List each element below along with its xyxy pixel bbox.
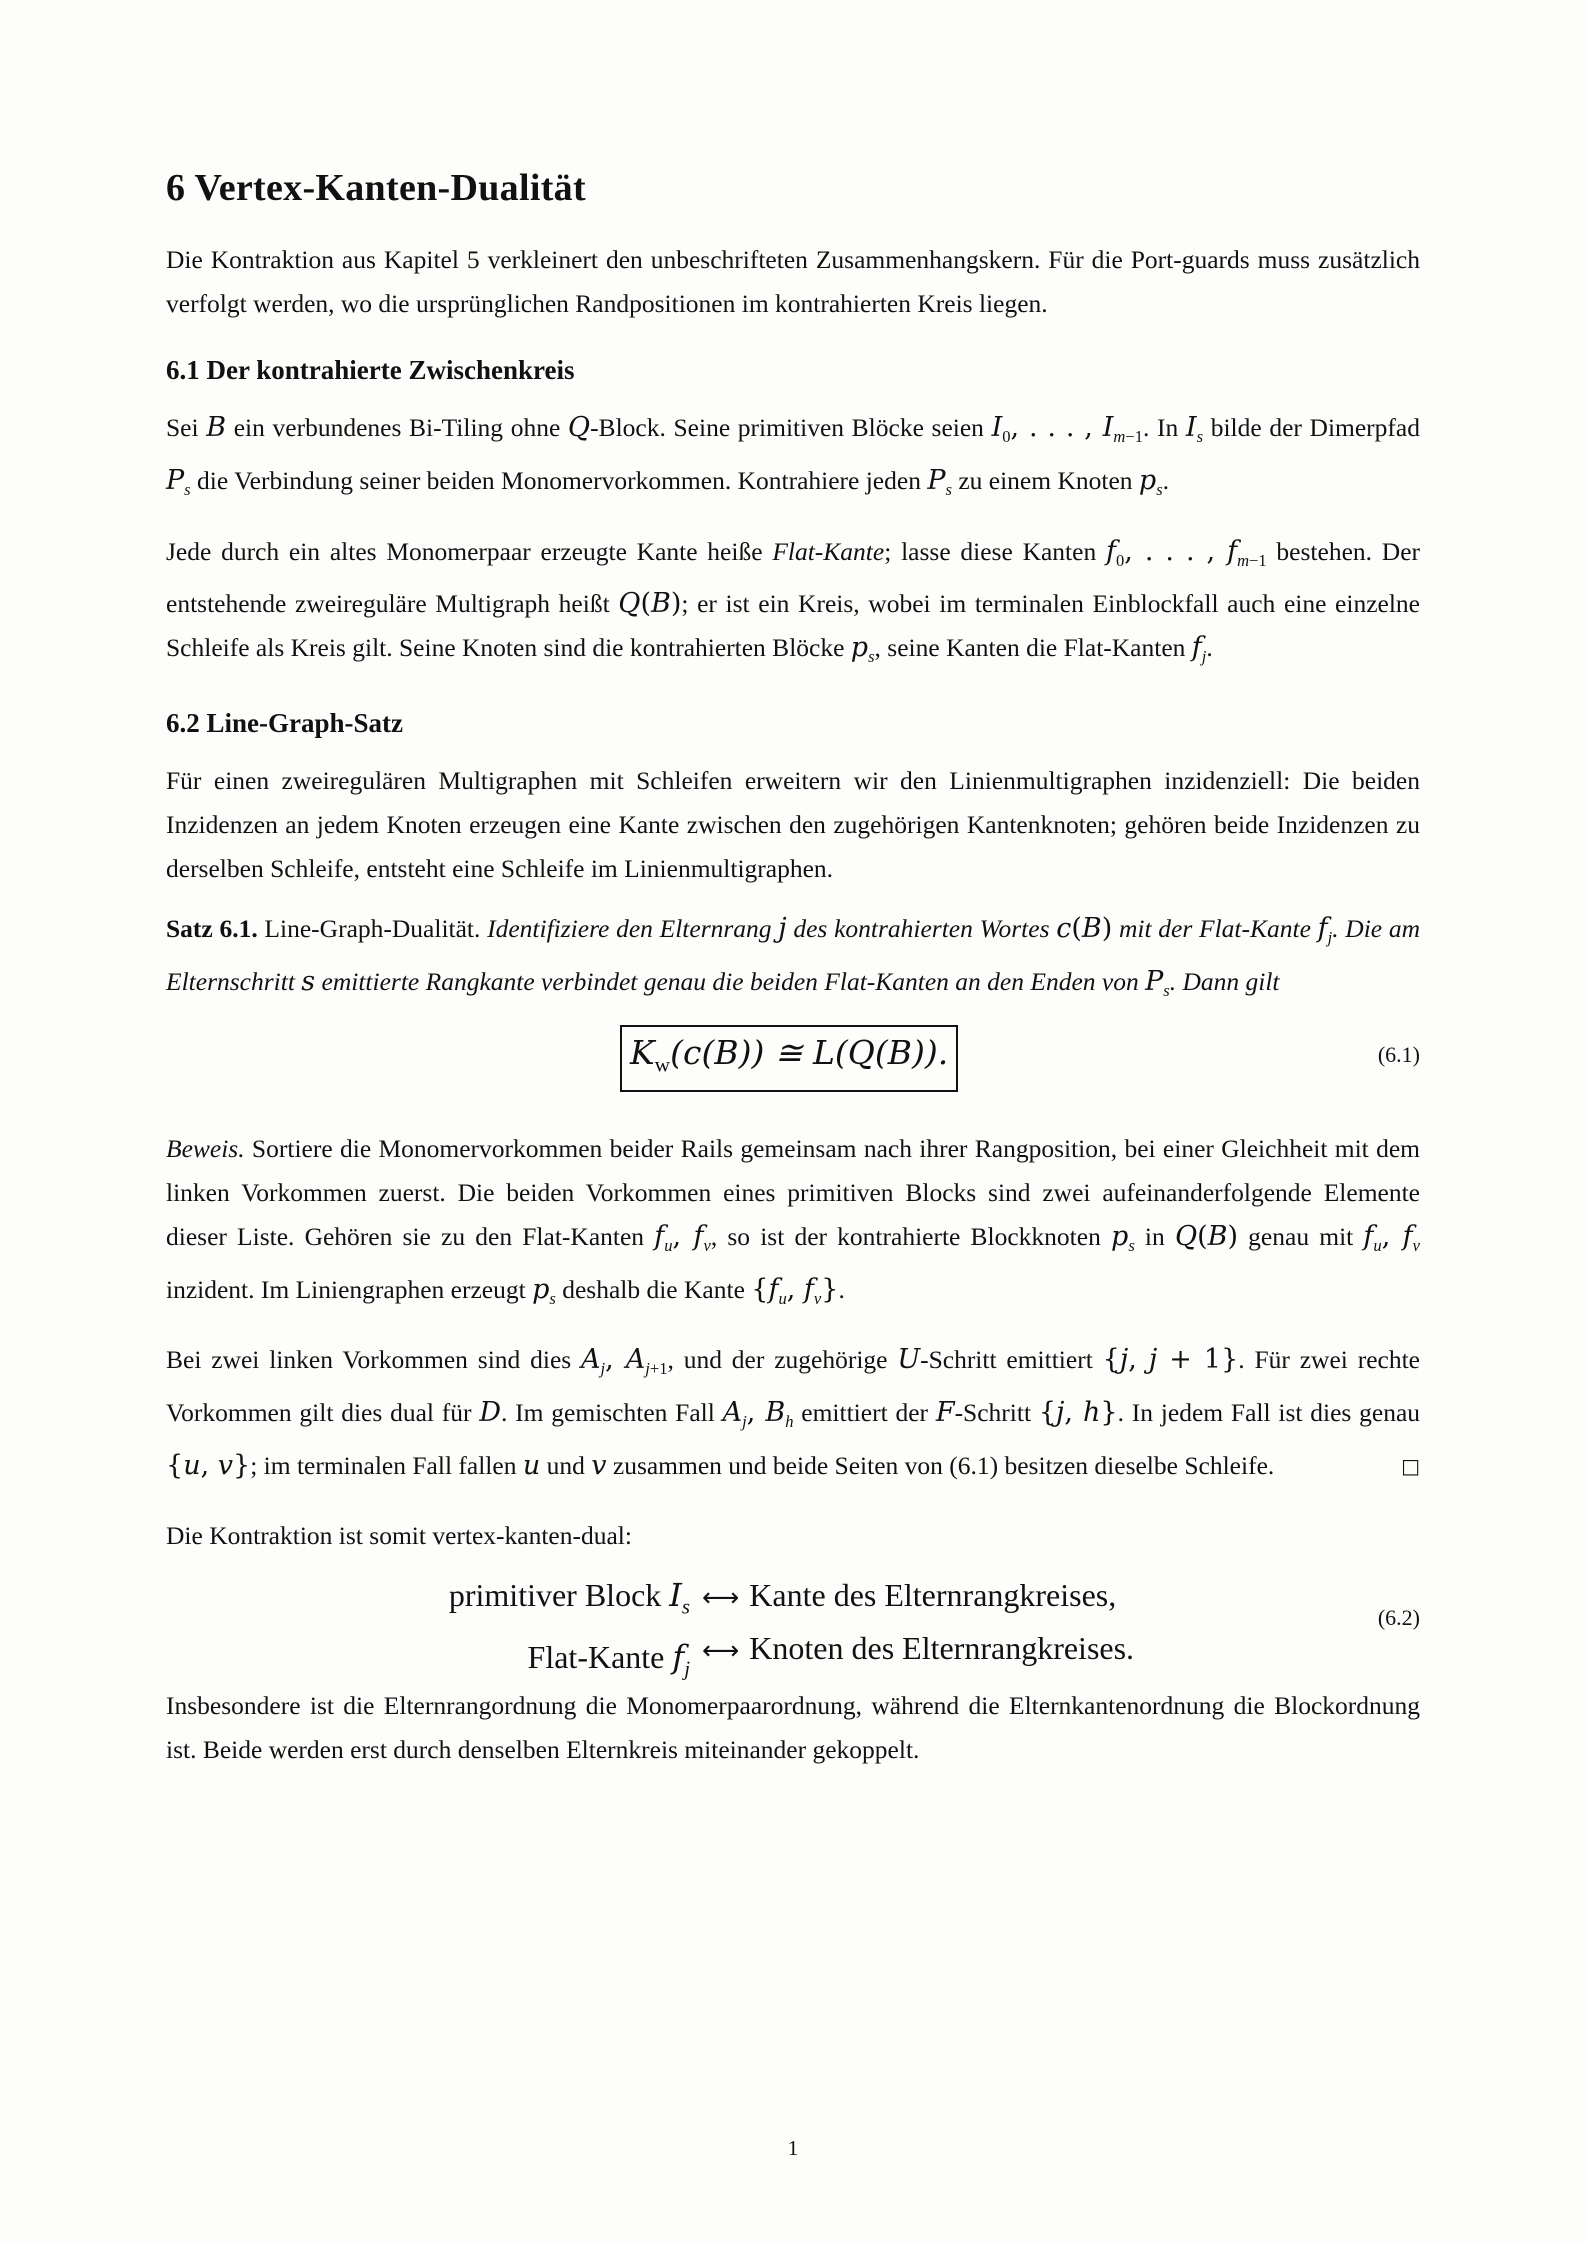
arrow-icon: ⟷ bbox=[702, 1635, 740, 1666]
eq2-row1-right: Kante des Elternrangkreises, bbox=[749, 1576, 1117, 1613]
eq2-row2-left: Flat-Kante $f_j$ bbox=[527, 1638, 690, 1681]
proof-paragraph: Beweis. Sortiere die Monomervorkommen beider Rails gemeinsam nach ihrer Rangposition, bei einer Gleichheit mit dem linken Vorkommen zuerst. Die beiden Vorkommen eines primitiven Blocks sind zwei aufeinanderfolgende Elemente dieser Liste. Gehören sie zu den Flat-Kanten $f_u$, $f_v$, so ist der kontrahierte Blockknoten $p_s$ in Q(B) genau mit $f_u$, $f_v$ inzident. Im Liniengraphen erzeugt $p_s$ deshalb die Kante {$f_u$, $f_v$}. bbox=[166, 1133, 1421, 1308]
theorem-6-1: Satz 6.1. Line-Graph-Dualität. Identifiziere den Elternrang j des kontrahierten Wortes c(B) mit der Flat-Kante $f_j$. Die am Elternschritt s emittierte Rangkante verbindet genau die beiden Flat-Kanten an den Enden von $P_s$. Dann gilt bbox=[166, 913, 1421, 1000]
qed-symbol: □ bbox=[1401, 1453, 1420, 1478]
paragraph-6-1-a: Sei B ein verbundenes Bi-Tiling ohne Q-Block. Seine primitiven Blöcke seien $I_0$, . . . , $I_{m-1}$. In $I_s$ bilde der Dimerpfad $P_s$ die Verbindung seiner beiden Monomervorkommen. Kontrahiere jeden $P_s$ zu einem Knoten $p_s$. bbox=[166, 412, 1420, 499]
page-number: 1 bbox=[787, 2136, 799, 2160]
section-heading-6-1: 6.1 Der kontrahierte Zwischenkreis bbox=[166, 355, 575, 385]
paragraph-6-1-b: Jede durch ein altes Monomerpaar erzeugte Kante heiße Flat-Kante; lasse diese Kanten $f_0$, . . . , $f_{m-1}$ bestehen. Der entstehende zweireguläre Multigraph heißt Q(B); er ist ein Kreis, wobei im terminalen Einblockfall auch eine einzelne Schleife als Kreis gilt. Seine Knoten sind die kontrahierten Blöcke $p_s$, seine Kanten die Flat-Kanten $f_j$. bbox=[166, 535, 1421, 667]
proof-paragraph-2: Bei zwei linken Vorkommen sind dies $A_j$, $A_{j+1}$, und der zugehörige U-Schritt emittiert {j, j + 1}. Für zwei rechte Vorkommen gilt dies dual für D. Im gemischten Fall $A_j$, $B_h$ emittiert der F-Schritt {j, h}. In jedem Fall ist dies genau {u, v}; im terminalen Fall fallen u und v zusammen und beide Seiten von (6.1) besitzen dieselbe Schleife. □ bbox=[166, 1338, 1420, 1488]
eq2-row2-right: Knoten des Elternrangkreises. bbox=[749, 1629, 1135, 1666]
paragraph-6-2-a: Für einen zweiregulären Multigraphen mit Schleifen erweitern wir den Linienmultigraphen inzidenziell: Die beiden Inzidenzen an jedem Knoten erzeugen eine Kante zwischen den zugehörigen Kantenknoten; gehören beide Inzidenzen zu derselben Schleife, entsteht eine Schleife im Linienmultigraphen. bbox=[166, 766, 1420, 884]
paragraph-dual-intro: Die Kontraktion ist somit vertex-kanten-dual: bbox=[166, 1520, 632, 1550]
arrow-icon: ⟷ bbox=[702, 1582, 740, 1613]
boxed-formula: $K_w(c(B))$ ≅ L(Q(B)). bbox=[620, 1025, 958, 1093]
equation-6-2 bbox=[166, 1570, 1420, 1681]
paragraph-final: Insbesondere ist die Elternrangordnung die Monomerpaarordnung, während die Elternkantenordnung die Blockordnung ist. Beide werden erst durch denselben Elternkreis miteinander gekoppelt. bbox=[166, 1690, 1420, 1764]
content bbox=[166, 158, 1420, 1772]
section-heading-6-2: 6.2 Line-Graph-Satz bbox=[166, 708, 404, 739]
chapter-title: 6 Vertex-Kanten-Dualität bbox=[166, 167, 586, 209]
equation-number-6-2: (6.2) bbox=[1377, 1604, 1420, 1630]
eq2-row1-left: primitiver Block $I_s$ bbox=[448, 1575, 690, 1619]
equation-6-1 bbox=[166, 1021, 1420, 1085]
equation-number-6-1: (6.1) bbox=[1377, 1041, 1420, 1067]
intro-paragraph: Die Kontraktion aus Kapitel 5 verkleinert den unbeschrifteten Zusammenhangskern. Für die Port-guards muss zusätzlich verfolgt werden, wo die ursprünglichen Randpositionen im kontrahierten Kreis liegen. bbox=[166, 245, 1420, 318]
